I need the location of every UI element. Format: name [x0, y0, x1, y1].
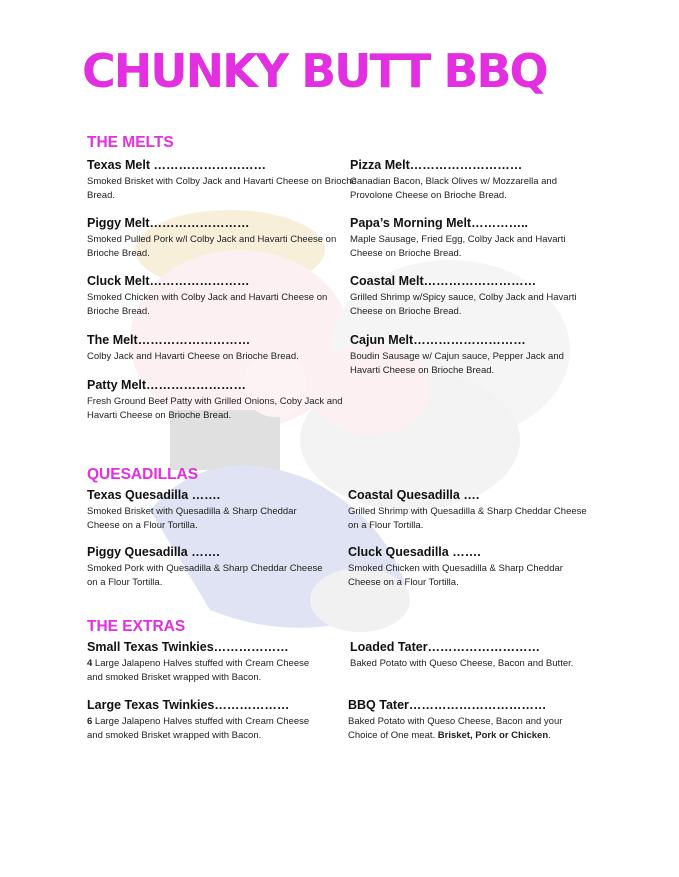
item-desc: Smoked Brisket with Colby Jack and Havarti Cheese on Brioche Bread.	[87, 176, 357, 201]
item-name: Pizza Melt………………………	[350, 158, 523, 172]
menu-item-cluck-melt	[87, 274, 357, 318]
desc-text: Large Jalapeno Halves stuffed with Cream Cheese and smoked Brisket wrapped with Bacon.	[87, 658, 310, 683]
menu-item-cluck-quesadilla	[348, 545, 588, 589]
menu-item-pizza-melt	[350, 158, 590, 202]
menu-item-small-texas-twinkies	[87, 640, 327, 684]
item-desc: Smoked Brisket with Quesadilla & Sharp Cheddar Cheese on a Flour Tortilla.	[87, 506, 297, 531]
menu-item-loaded-tater	[350, 640, 590, 671]
meat-choices: Brisket, Pork or Chicken	[437, 729, 549, 741]
item-desc	[87, 657, 327, 684]
item-desc: Fresh Ground Beef Patty with Grilled Onions, Coby Jack and Havarti Cheese on Brioche Bread.	[87, 396, 343, 421]
item-name: Texas Melt ………………………	[87, 158, 266, 172]
item-desc: Smoked Chicken with Colby Jack and Havarti Cheese on Brioche Bread.	[87, 292, 328, 317]
item-desc: Smoked Chicken with Quesadilla & Sharp Cheddar Cheese on a Flour Tortilla.	[348, 563, 563, 588]
section-title-extras: THE EXTRAS	[87, 618, 186, 635]
item-name: Papa’s Morning Melt…………..	[350, 216, 529, 230]
item-desc: Maple Sausage, Fried Egg, Colby Jack and Havarti Cheese on Brioche Bread.	[350, 234, 566, 259]
restaurant-title: CHUNKY BUTT BBQ	[82, 44, 547, 98]
menu-item-the-melt	[87, 333, 357, 364]
item-name: Loaded Tater………………………	[350, 640, 541, 654]
item-name: Cluck Melt……………………	[87, 274, 250, 288]
item-name: Coastal Melt………………………	[350, 274, 537, 288]
item-desc: Smoked Pulled Pork w/l Colby Jack and Havarti Cheese on Brioche Bread.	[87, 234, 337, 259]
item-name: Small Texas Twinkies………………	[87, 640, 289, 654]
quantity: 4	[87, 658, 93, 669]
item-desc: Canadian Bacon, Black Olives w/ Mozzarella and Provolone Cheese on Brioche Bread.	[350, 176, 557, 201]
desc-text: Large Jalapeno Halves stuffed with Cream Cheese and smoked Brisket wrapped with Bacon.	[87, 716, 310, 741]
menu-item-patty-melt	[87, 378, 347, 422]
item-name: Cajun Melt………………………	[350, 333, 526, 347]
item-name: The Melt………………………	[87, 333, 251, 347]
menu-item-coastal-melt	[350, 274, 590, 318]
menu-item-piggy-quesadilla	[87, 545, 327, 589]
menu-item-coastal-quesadilla	[348, 488, 588, 532]
desc-text: Baked Potato with Queso Cheese, Bacon and your Choice of One meat.	[348, 716, 563, 741]
item-name: Large Texas Twinkies………………	[87, 698, 290, 712]
section-title-melts: THE MELTS	[87, 134, 174, 151]
item-name: Patty Melt……………………	[87, 378, 247, 392]
quantity: 6	[87, 716, 93, 727]
menu-item-bbq-tater	[348, 698, 588, 742]
desc-end: .	[548, 729, 551, 741]
item-desc	[348, 715, 588, 742]
item-desc: Grilled Shrimp with Quesadilla & Sharp Cheddar Cheese on a Flour Tortilla.	[348, 506, 587, 531]
menu-item-texas-melt	[87, 158, 357, 202]
item-desc: Boudin Sausage w/ Cajun sauce, Pepper Jack and Havarti Cheese on Brioche Bread.	[350, 351, 564, 376]
menu-item-texas-quesadilla	[87, 488, 327, 532]
item-name: Texas Quesadilla …….	[87, 488, 221, 502]
item-desc	[87, 715, 327, 742]
item-desc: Baked Potato with Queso Cheese, Bacon and Butter.	[350, 658, 574, 669]
item-name: Coastal Quesadilla ….	[348, 488, 480, 502]
item-name: Piggy Melt……………………	[87, 216, 250, 230]
item-name: Piggy Quesadilla …….	[87, 545, 220, 559]
menu-item-piggy-melt	[87, 216, 357, 260]
menu-item-large-texas-twinkies	[87, 698, 327, 742]
menu-item-papas-morning-melt	[350, 216, 590, 260]
item-name: Cluck Quesadilla …….	[348, 545, 481, 559]
item-desc: Colby Jack and Havarti Cheese on Brioche Bread.	[87, 351, 299, 362]
item-desc: Smoked Pork with Quesadilla & Sharp Cheddar Cheese on a Flour Tortilla.	[87, 563, 323, 588]
menu-item-cajun-melt	[350, 333, 590, 377]
item-desc: Grilled Shrimp w/Spicy sauce, Colby Jack and Havarti Cheese on Brioche Bread.	[350, 292, 577, 317]
section-title-quesadillas: QUESADILLAS	[87, 466, 199, 483]
item-name: BBQ Tater……………………………	[348, 698, 547, 712]
